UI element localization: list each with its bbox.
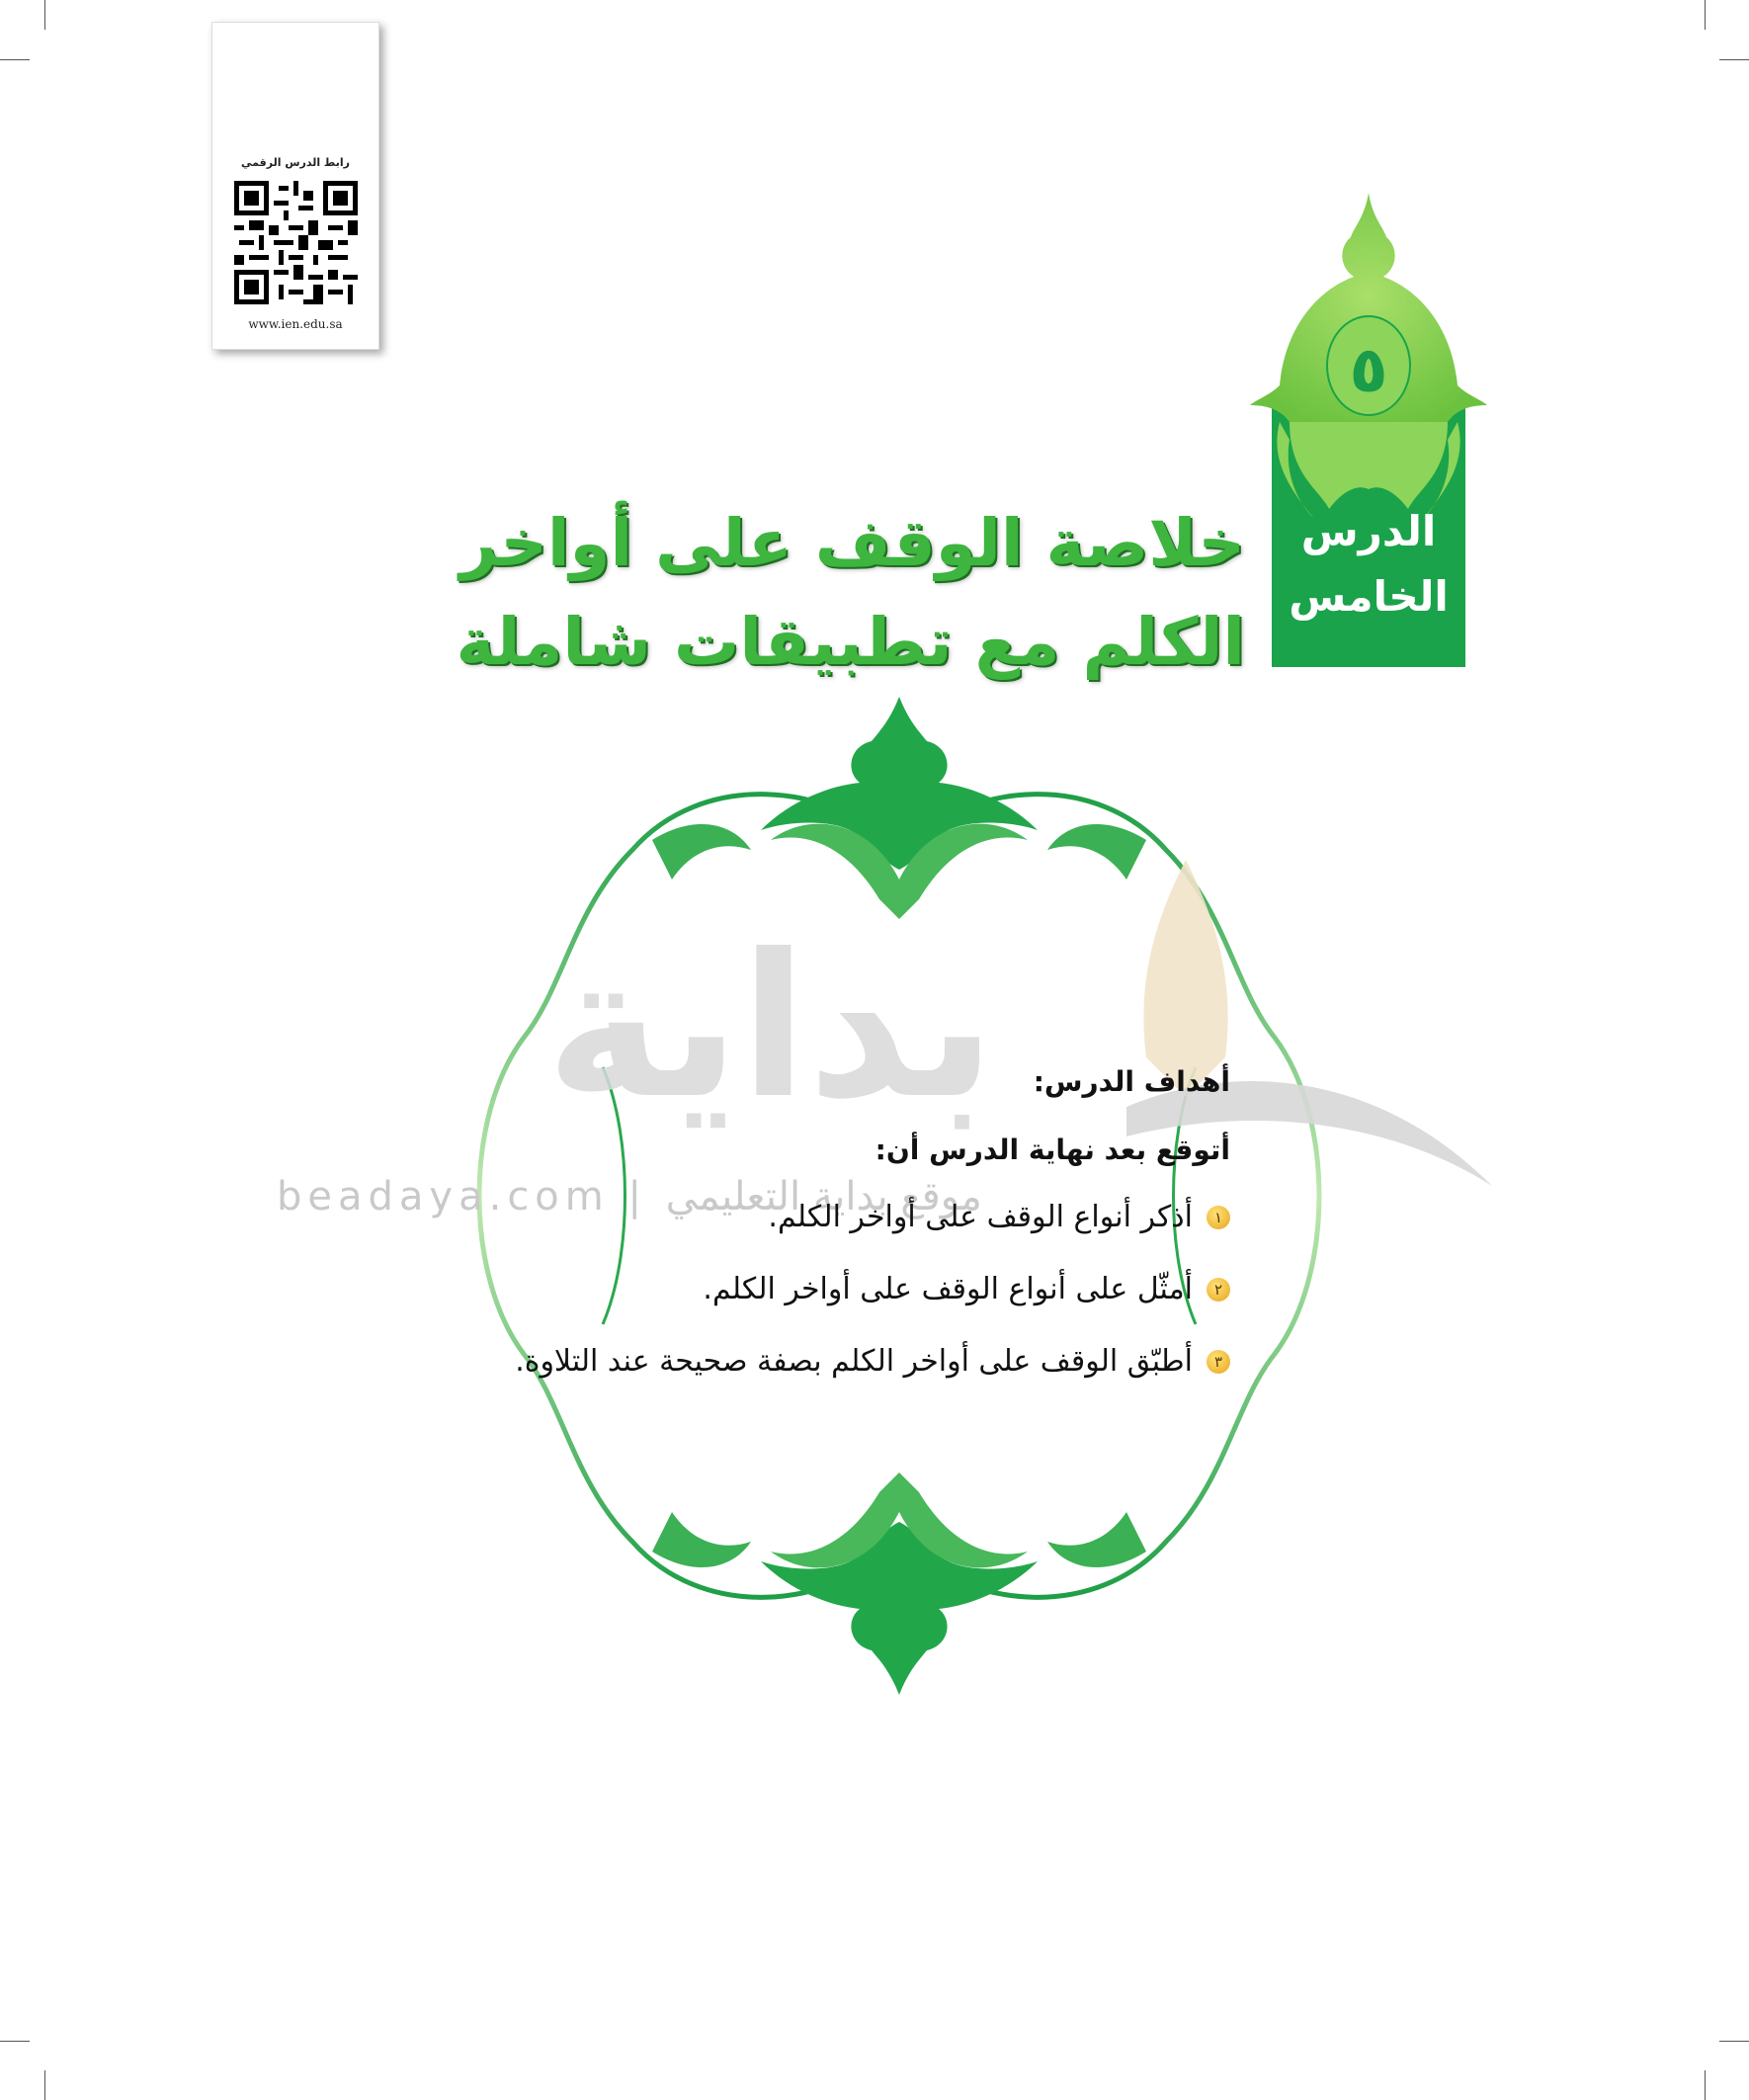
lesson-label-line1: الدرس (1300, 507, 1437, 555)
objective-text: أمثّل على أنواع الوقف على أواخر الكلم. (703, 1272, 1193, 1306)
lesson-label-line2: الخامس (1289, 572, 1449, 621)
watermark-text: beadaya.com | موقع بداية التعليمي (277, 1174, 982, 1219)
crop-mark (1719, 2041, 1749, 2042)
objective-item (539, 1200, 1230, 1234)
crop-mark (1705, 2070, 1706, 2100)
lesson-title-line1: خلاصة الوقف على أواخر (459, 505, 1245, 581)
crop-mark (1719, 59, 1749, 60)
objective-text: أطبّق الوقف على أواخر الكلم بصفة صحيحة عند التلاوة. (515, 1344, 1193, 1379)
watermark-logo: بداية (545, 912, 996, 1142)
qr-code-icon[interactable] (234, 181, 358, 304)
crop-mark (1705, 0, 1706, 30)
objectives-heading: أهداف الدرس: (1033, 1065, 1230, 1098)
crop-mark (44, 2070, 45, 2100)
lesson-number: ٥ (1349, 334, 1388, 407)
objectives-intro: أتوقع بعد نهاية الدرس أن: (874, 1134, 1230, 1166)
qr-url[interactable]: www.ien.edu.sa (248, 317, 343, 331)
crop-mark (0, 2041, 30, 2042)
objective-item (539, 1272, 1230, 1306)
lesson-title (455, 494, 1245, 692)
crop-mark (44, 0, 45, 30)
objective-item (515, 1344, 1230, 1379)
qr-title: رابط الدرس الرقمي (241, 156, 350, 169)
lesson-label (1265, 499, 1472, 630)
objective-number-icon: ٢ (1207, 1278, 1230, 1302)
lesson-objectives (515, 1065, 1230, 1416)
qr-card[interactable] (211, 22, 379, 350)
objective-number-icon: ١ (1207, 1206, 1230, 1229)
lesson-title-line2: الكلم مع تطبيقات شاملة (456, 604, 1245, 680)
objective-number-icon: ٣ (1207, 1350, 1230, 1374)
crop-mark (0, 59, 30, 60)
objective-text: أذكر أنواع الوقف على أواخر الكلم. (768, 1200, 1193, 1234)
